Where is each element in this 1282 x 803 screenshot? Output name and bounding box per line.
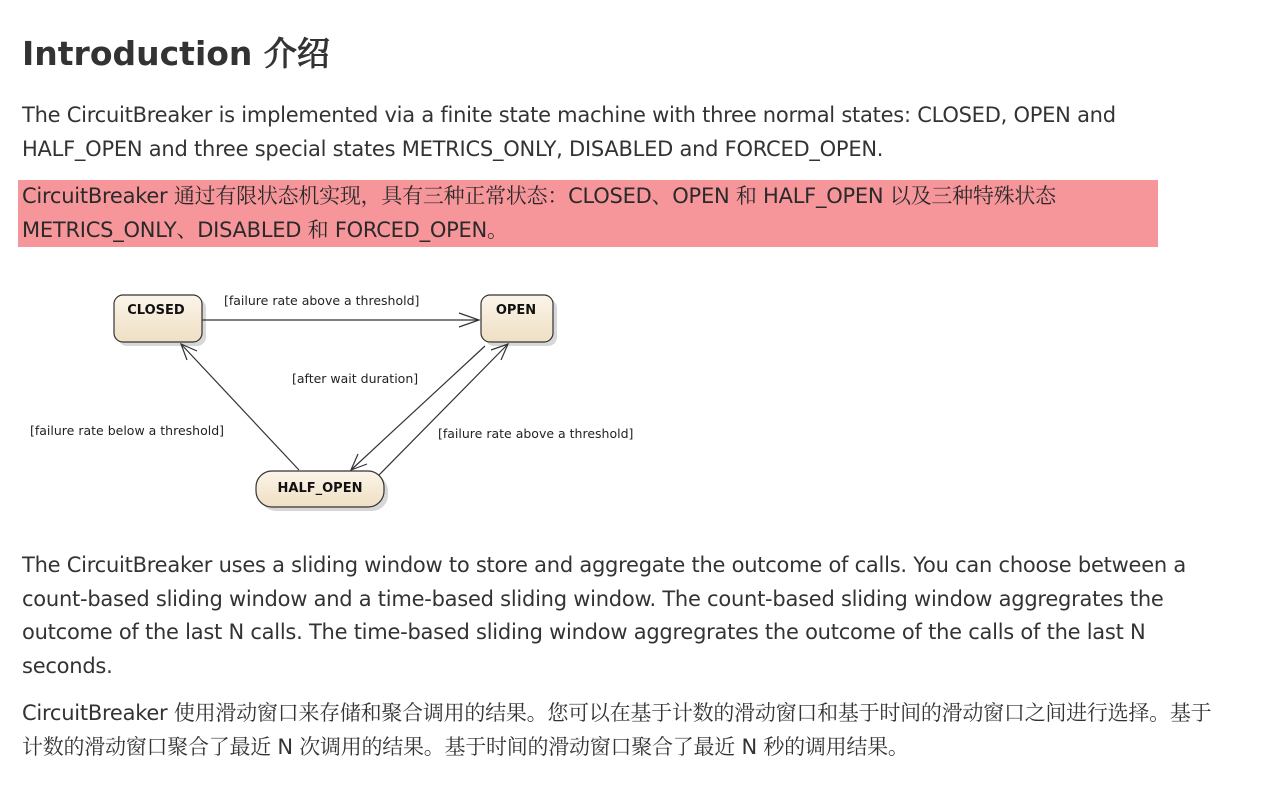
label-half-open-to-closed: [failure rate below a threshold]: [30, 423, 225, 438]
arrow-half-open-to-closed: [181, 344, 299, 470]
page-title: Introduction 介绍: [22, 34, 330, 73]
sliding-window-paragraph-zh: CircuitBreaker 使用滑动窗口来存储和聚合调用的结果。您可以在基于计数的滑动窗口和基于时间的滑动窗口之间进行选择。基于计数的滑动窗口聚合了最近 N 次调用的结果。基于时间的滑动窗口聚合了最近 N 秒的调用结果。: [22, 701, 1212, 759]
state-machine-diagram: [22, 280, 672, 520]
intro-paragraph-en: The CircuitBreaker is implemented via a finite state machine with three normal states: CLOSED, OPEN and HALF_OPEN and three special states METRICS_ONLY, DISABLED and FORCED_OPEN.: [22, 103, 1116, 161]
state-closed: [114, 295, 206, 346]
intro-paragraph-zh-highlighted: CircuitBreaker 通过有限状态机实现，具有三种正常状态：CLOSED、OPEN 和 HALF_OPEN 以及三种特殊状态 METRICS_ONLY、DISABLED 和 FORCED_OPEN。: [18, 180, 1158, 247]
state-open-label: OPEN: [495, 303, 537, 318]
state-half-open: [256, 471, 388, 511]
state-open: [481, 295, 557, 346]
label-open-to-half-open: [after wait duration]: [292, 371, 419, 386]
state-closed-label: CLOSED: [127, 303, 185, 318]
arrow-open-to-half-open: [351, 346, 485, 470]
label-half-open-to-open: [failure rate above a threshold]: [438, 426, 634, 441]
state-half-open-label: HALF_OPEN: [277, 481, 363, 496]
label-closed-to-open: [failure rate above a threshold]: [224, 293, 420, 308]
arrow-closed-to-open: [202, 313, 479, 327]
arrow-half-open-to-open: [379, 344, 508, 475]
sliding-window-paragraph-en: The CircuitBreaker uses a sliding window to store and aggregate the outcome of calls. You can choose between a count-based sliding window and a time-based sliding window. The count-based sliding window aggregrates the outcome of the last N calls. The time-based sliding window aggregrates the outcome of the calls of the last N seconds.: [22, 553, 1186, 678]
